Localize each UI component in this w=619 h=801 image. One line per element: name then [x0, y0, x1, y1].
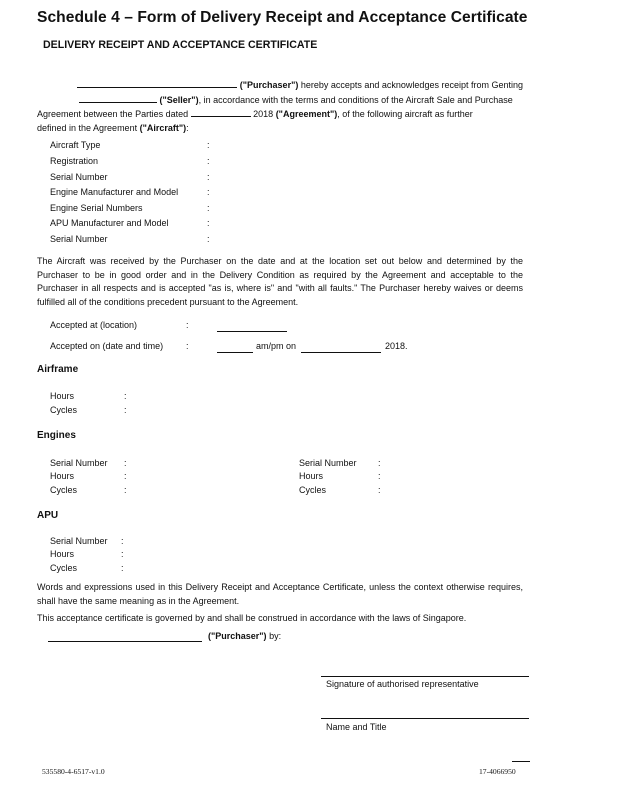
seller-name-blank[interactable]	[79, 93, 157, 103]
purchaser-by-tag: ("Purchaser")	[208, 631, 267, 641]
aircraft-field-label: Serial Number	[50, 172, 108, 182]
engine-right-label: Serial Number	[299, 458, 357, 468]
purchaser-by-blank[interactable]	[48, 641, 202, 642]
apu-row-sep: :	[121, 536, 124, 546]
aircraft-field-sep: :	[207, 156, 210, 166]
engine-left-label: Serial Number	[50, 458, 108, 468]
accepted-datetime-sep: :	[186, 341, 189, 351]
accepted-ampm-text: am/pm on	[256, 341, 297, 351]
accepted-location-blank[interactable]	[217, 331, 287, 332]
agreement-date-blank[interactable]	[191, 107, 251, 117]
aircraft-field-label: Registration	[50, 156, 99, 166]
certificate-subtitle: DELIVERY RECEIPT AND ACCEPTANCE CERTIFICATE	[43, 39, 318, 51]
intro-text-5: , of the following aircraft as further	[337, 109, 473, 120]
aircraft-field-sep: :	[207, 234, 210, 244]
intro-paragraph	[37, 78, 523, 135]
aircraft-field-label: APU Manufacturer and Model	[50, 218, 169, 228]
name-title-line[interactable]	[321, 718, 529, 719]
aircraft-field-label: Engine Serial Numbers	[50, 203, 143, 213]
apu-row-sep: :	[121, 549, 124, 559]
aircraft-field-sep: :	[207, 203, 210, 213]
accepted-datetime-label: Accepted on (date and time)	[50, 341, 164, 351]
governing-law-paragraph: This acceptance certificate is governed by and shall be construed in accordance with the laws of Singapore.	[37, 613, 467, 623]
purchaser-tag: ("Purchaser")	[239, 80, 299, 90]
signature-label: Signature of authorised representative	[326, 679, 479, 689]
aircraft-field-label: Aircraft Type	[50, 140, 101, 150]
intro-text-3: Agreement between the Parties dated	[37, 109, 189, 120]
airframe-row-label: Cycles	[50, 405, 78, 415]
aircraft-field-sep: :	[207, 172, 210, 182]
airframe-row-sep: :	[124, 391, 127, 401]
aircraft-tag: ("Aircraft")	[139, 122, 187, 133]
aircraft-field-sep: :	[207, 140, 210, 150]
accepted-location-sep: :	[186, 320, 189, 330]
aircraft-field-label: Engine Manufacturer and Model	[50, 187, 179, 197]
footer-doc-number: 17-4066950	[479, 767, 516, 776]
engine-right-sep: :	[378, 471, 381, 481]
apu-heading: APU	[37, 510, 59, 521]
purchaser-by-text: by:	[269, 631, 282, 641]
purchaser-by-line	[208, 631, 281, 641]
intro-text-2: , in accordance with the terms and conditions of the Aircraft Sale and Purchase	[198, 94, 513, 105]
apu-row-label: Serial Number	[50, 536, 108, 546]
engine-left-sep: :	[124, 458, 127, 468]
airframe-row-sep: :	[124, 405, 127, 415]
page-title: Schedule 4 – Form of Delivery Receipt and Acceptance Certificate	[37, 9, 528, 26]
aircraft-field-label: Serial Number	[50, 234, 108, 244]
engine-right-sep: :	[378, 458, 381, 468]
agreement-tag: ("Agreement")	[275, 109, 338, 120]
engine-left-sep: :	[124, 471, 127, 481]
apu-row-sep: :	[121, 563, 124, 573]
intro-text-4: 2018	[253, 109, 274, 120]
definitions-paragraph: Words and expressions used in this Delivery Receipt and Acceptance Certificate, unless the context otherwise requires, shall have the same meaning as in the Agreement.	[37, 582, 523, 606]
engine-right-sep: :	[378, 485, 381, 495]
intro-text-1: hereby accepts and acknowledges receipt from Genting	[300, 80, 523, 90]
engine-left-label: Cycles	[50, 485, 78, 495]
engine-left-label: Hours	[50, 471, 75, 481]
intro-text-6: defined in the Agreement	[37, 122, 138, 133]
aircraft-field-sep: :	[207, 187, 210, 197]
signature-line[interactable]	[321, 676, 529, 677]
receipt-paragraph: The Aircraft was received by the Purchaser on the date and at the location set out below and determined by the Purchaser to be in good order and in the Delivery Condition as required by the Agreement and acceptable to the Purchaser in all respects and is accepted "as is, where is" and "with all faults." The Purchaser hereby waives or deems fulfilled all of the conditions precedent pursuant to the Agreement.	[37, 256, 523, 307]
engine-right-label: Hours	[299, 471, 324, 481]
accepted-time-blank[interactable]	[217, 352, 253, 353]
engines-heading: Engines	[37, 430, 76, 441]
apu-row-label: Hours	[50, 549, 75, 559]
airframe-heading: Airframe	[37, 364, 79, 375]
engine-left-sep: :	[124, 485, 127, 495]
purchaser-name-blank[interactable]	[77, 78, 237, 88]
seller-tag: ("Seller")	[159, 94, 199, 105]
footer-rule	[512, 761, 530, 762]
airframe-row-label: Hours	[50, 391, 75, 401]
aircraft-field-sep: :	[207, 218, 210, 228]
apu-row-label: Cycles	[50, 563, 78, 573]
accepted-year-text: 2018.	[385, 341, 408, 351]
accepted-location-label: Accepted at (location)	[50, 320, 138, 330]
engine-right-label: Cycles	[299, 485, 327, 495]
intro-text-7: :	[186, 122, 189, 133]
name-title-label: Name and Title	[326, 722, 387, 732]
footer-doc-ref: 535580-4-6517-v1.0	[42, 767, 105, 776]
accepted-date-blank[interactable]	[301, 352, 381, 353]
